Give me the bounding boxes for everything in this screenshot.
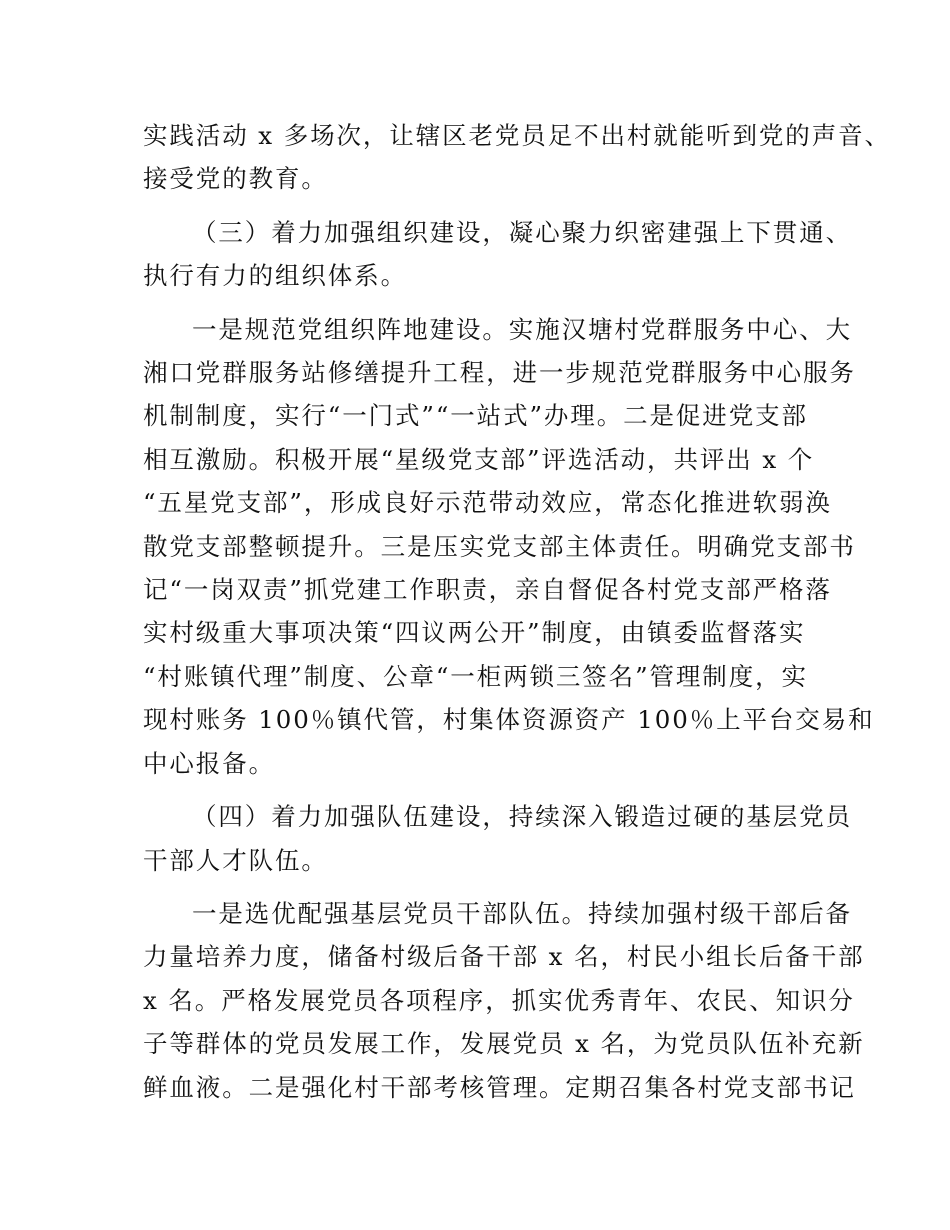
text-line: 接受党的教育。: [143, 164, 328, 194]
text-line: x 名。严格发展党员各项程序，抓实优秀青年、农民、知识分: [143, 985, 855, 1015]
text-line: 一是选优配强基层党员干部队伍。持续加强村级干部后备: [192, 898, 852, 928]
text-line: 记“一岗双责”抓党建工作职责，亲自督促各村党支部严格落: [143, 575, 832, 605]
text-line: 干部人才队伍。: [143, 845, 328, 875]
text-line: 实践活动 x 多场次，让辖区老党员足不出村就能听到党的声音、: [143, 121, 891, 150]
text-line: 子等群体的党员发展工作，发展党员 x 名，为党员队伍补充新: [143, 1029, 865, 1059]
text-line: 散党支部整顿提升。三是压实党支部主体责任。明确党支部书: [143, 531, 856, 561]
text-line: 力量培养力度，储备村级后备干部 x 名，村民小组长后备干部: [143, 942, 865, 972]
text-line: 相互激励。积极开展“星级党支部”评选活动，共评出 x 个: [143, 444, 815, 474]
text-line: “村账镇代理”制度、公章“一柜两锁三签名”管理制度，实: [143, 661, 808, 691]
paragraph-organization: [143, 308, 875, 785]
section-heading-3: [143, 211, 852, 298]
text-line: 中心报备。: [143, 748, 275, 778]
section-heading-4: [143, 795, 852, 882]
text-line: 湘口党群服务站修缮提升工程，进一步规范党群服务中心服务: [143, 358, 856, 388]
text-line: （四）着力加强队伍建设，持续深入锻造过硬的基层党员: [192, 802, 852, 832]
text-line: 实村级重大事项决策“四议两公开”制度，由镇委监督落实: [143, 618, 806, 648]
text-line: 执行有力的组织体系。: [143, 261, 407, 291]
text-line: 机制制度，实行“一门式”“一站式”办理。二是促进党支部: [143, 401, 808, 431]
text-line: （三）着力加强组织建设，凝心聚力织密建强上下贯通、: [192, 217, 852, 247]
text-line: 现村账务 100％镇代管，村集体资源资产 100％上平台交易和: [143, 705, 875, 735]
text-line: 一是规范党组织阵地建设。实施汉塘村党群服务中心、大: [192, 314, 852, 344]
text-line: “五星党支部”，形成良好示范带动效应，常态化推进软弱涣: [143, 488, 832, 518]
paragraph-team-building: [143, 892, 865, 1109]
text-line: 鲜血液。二是强化村干部考核管理。定期召集各村党支部书记: [143, 1072, 856, 1102]
paragraph-continuation: [143, 114, 891, 201]
document-body: [143, 114, 891, 1109]
